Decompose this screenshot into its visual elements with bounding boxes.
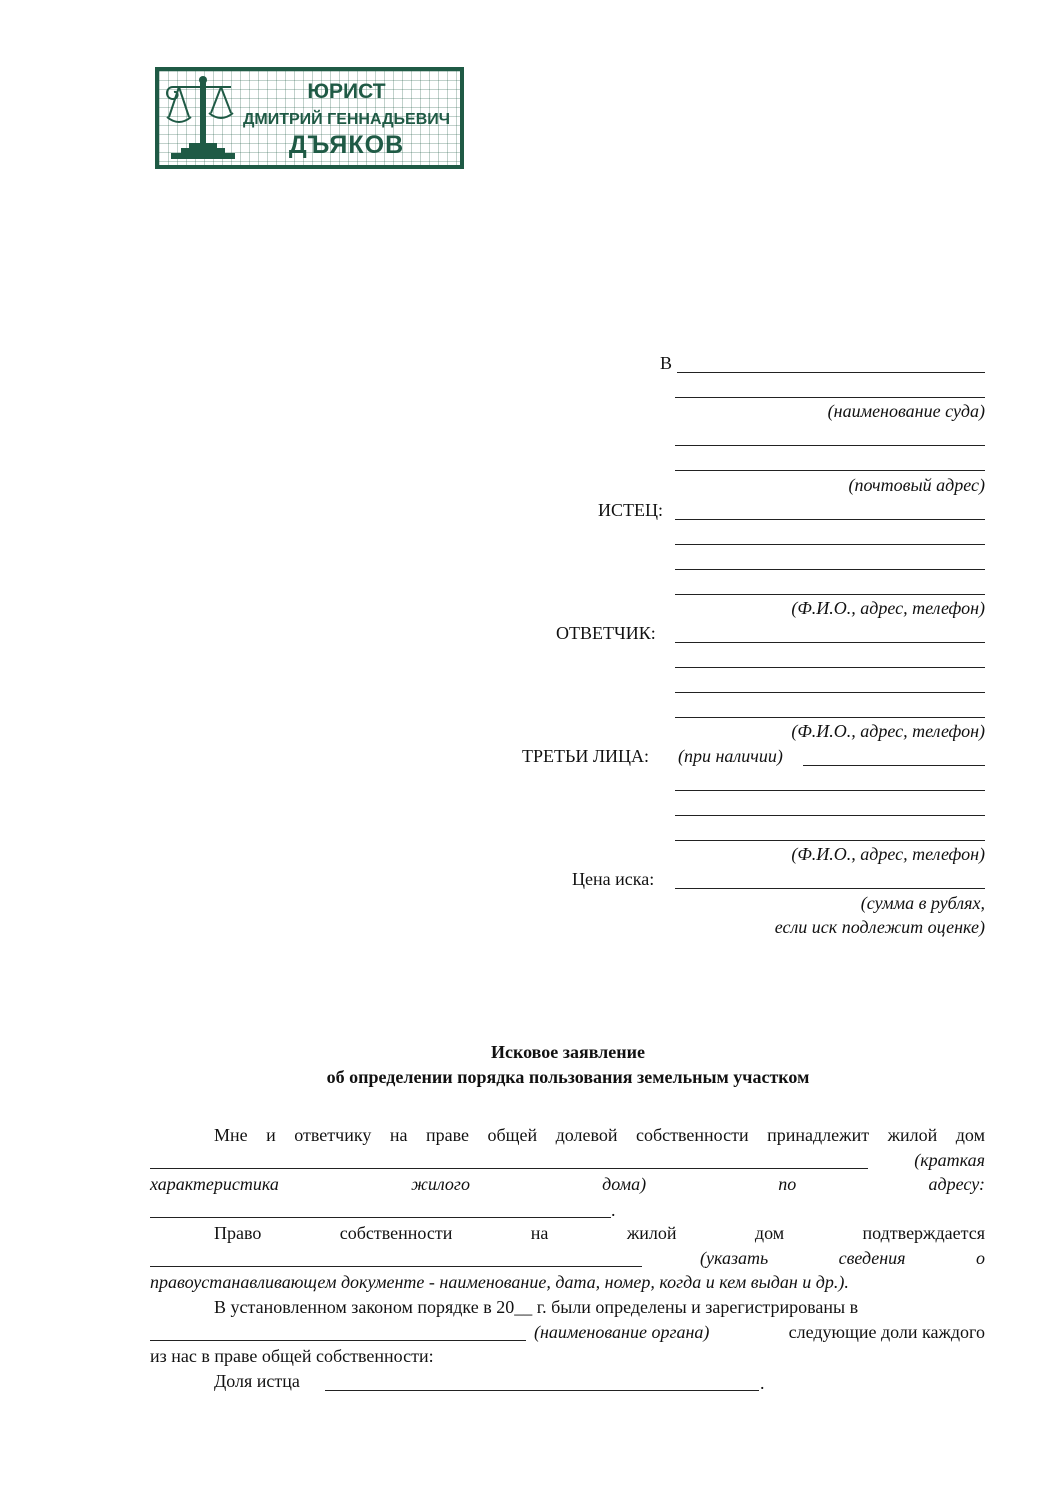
p1-line3-word: жилого bbox=[411, 1174, 470, 1194]
court-address-line[interactable] bbox=[675, 445, 985, 446]
defendant-line-2[interactable] bbox=[675, 667, 985, 668]
p2-line1-word: Право bbox=[214, 1223, 262, 1243]
plaintiff-line-3[interactable] bbox=[675, 569, 985, 570]
defendant-line-3[interactable] bbox=[675, 692, 985, 693]
third-parties-label: ТРЕТЬИ ЛИЦА: bbox=[522, 746, 650, 766]
plaintiff-share-period: . bbox=[760, 1373, 765, 1393]
plaintiff-share-label: Доля истца bbox=[214, 1371, 300, 1391]
p2-hint-word: сведения bbox=[838, 1248, 906, 1268]
lawyer-logo bbox=[155, 67, 464, 169]
document-title: Исковое заявление bbox=[490, 1042, 646, 1062]
authority-line[interactable] bbox=[150, 1340, 526, 1341]
p1-line1-word: праве bbox=[425, 1125, 469, 1145]
third-parties-line-3[interactable] bbox=[675, 815, 985, 816]
plaintiff-line-2[interactable] bbox=[675, 544, 985, 545]
p2-hint-word: (указать bbox=[700, 1248, 769, 1268]
court-address-hint: (почтовый адрес) bbox=[848, 475, 985, 495]
paragraph-3-line-3: из нас в праве общей собственности: bbox=[150, 1346, 434, 1366]
p1-line3-word: дома) bbox=[602, 1174, 647, 1194]
paragraph-3-line-1: В установленном законом порядке в 20__ г. были определены и зарегистрированы в bbox=[214, 1297, 859, 1317]
plaintiff-label: ИСТЕЦ: bbox=[598, 500, 663, 520]
p1-line1-word: принадлежит bbox=[767, 1125, 870, 1145]
p1-line1-word: долевой bbox=[555, 1125, 618, 1145]
court-name-line-2[interactable] bbox=[675, 397, 985, 398]
court-address-line-2[interactable] bbox=[675, 470, 985, 471]
document-subtitle: об определении порядка пользования земельным участком bbox=[326, 1067, 810, 1087]
p1-line3-word: характеристика bbox=[150, 1174, 279, 1194]
defendant-hint: (Ф.И.О., адрес, телефон) bbox=[791, 721, 985, 741]
court-prefix: В bbox=[660, 353, 673, 373]
house-description-line[interactable] bbox=[150, 1168, 868, 1169]
third-parties-note: (при наличии) bbox=[678, 746, 783, 766]
third-parties-line-4[interactable] bbox=[675, 840, 985, 841]
title-document-hint bbox=[700, 1247, 985, 1269]
p1-line1-word: жилой bbox=[887, 1125, 938, 1145]
p2-line1-word: дом bbox=[754, 1223, 785, 1243]
logo-name: ДМИТРИЙ ГЕННАДЬЕВИЧ bbox=[243, 111, 450, 128]
paragraph-2-line-1 bbox=[214, 1222, 985, 1244]
logo-surname: ДЪЯКОВ bbox=[288, 131, 405, 159]
p2-line1-word: собственности bbox=[339, 1223, 453, 1243]
plaintiff-line-4[interactable] bbox=[675, 594, 985, 595]
paragraph-2-line-3: правоустанавливающем документе - наименование, дата, номер, когда и кем выдан и др.). bbox=[150, 1272, 849, 1292]
p2-hint-word: о bbox=[975, 1248, 985, 1268]
court-name-line[interactable] bbox=[677, 372, 985, 373]
p2-line1-word: подтверждается bbox=[862, 1223, 985, 1243]
defendant-line[interactable] bbox=[675, 642, 985, 643]
third-parties-line-2[interactable] bbox=[675, 790, 985, 791]
p1-line1-word: Мне bbox=[214, 1125, 248, 1145]
p1-line1-word: общей bbox=[487, 1125, 538, 1145]
third-parties-hint: (Ф.И.О., адрес, телефон) bbox=[791, 844, 985, 864]
house-address-line[interactable] bbox=[150, 1217, 611, 1218]
p1-line3-word: адресу: bbox=[928, 1174, 985, 1194]
court-name-hint: (наименование суда) bbox=[827, 401, 985, 421]
house-address-period: . bbox=[611, 1200, 616, 1220]
p1-line1-word: ответчику bbox=[294, 1125, 372, 1145]
logo-title: ЮРИСТ bbox=[307, 80, 386, 103]
claim-price-hint-2: если иск подлежит оценке) bbox=[774, 917, 985, 937]
defendant-label: ОТВЕТЧИК: bbox=[556, 623, 656, 643]
p1-line1-word: собственности bbox=[636, 1125, 749, 1145]
paragraph-3-shares: следующие доли каждого bbox=[788, 1322, 985, 1342]
plaintiff-line[interactable] bbox=[675, 519, 985, 520]
authority-hint: (наименование органа) bbox=[534, 1322, 710, 1342]
title-document-line[interactable] bbox=[150, 1266, 642, 1267]
paragraph-1-line-1 bbox=[214, 1124, 985, 1146]
p1-line3-word: по bbox=[778, 1174, 797, 1194]
third-parties-line[interactable] bbox=[803, 765, 985, 766]
claim-price-hint-1: (сумма в рублях, bbox=[860, 893, 985, 913]
p1-line1-word: на bbox=[389, 1125, 408, 1145]
house-description-hint: (краткая bbox=[914, 1150, 985, 1170]
p1-line1-word: дом bbox=[955, 1125, 985, 1145]
defendant-line-4[interactable] bbox=[675, 717, 985, 718]
p1-line1-word: и bbox=[266, 1125, 276, 1145]
claim-price-line[interactable] bbox=[675, 888, 985, 889]
plaintiff-share-line[interactable] bbox=[325, 1390, 759, 1391]
p2-line1-word: жилой bbox=[626, 1223, 677, 1243]
plaintiff-hint: (Ф.И.О., адрес, телефон) bbox=[791, 598, 985, 618]
paragraph-1-line-3 bbox=[150, 1173, 985, 1195]
p2-line1-word: на bbox=[530, 1223, 549, 1243]
claim-price-label: Цена иска: bbox=[572, 869, 655, 889]
